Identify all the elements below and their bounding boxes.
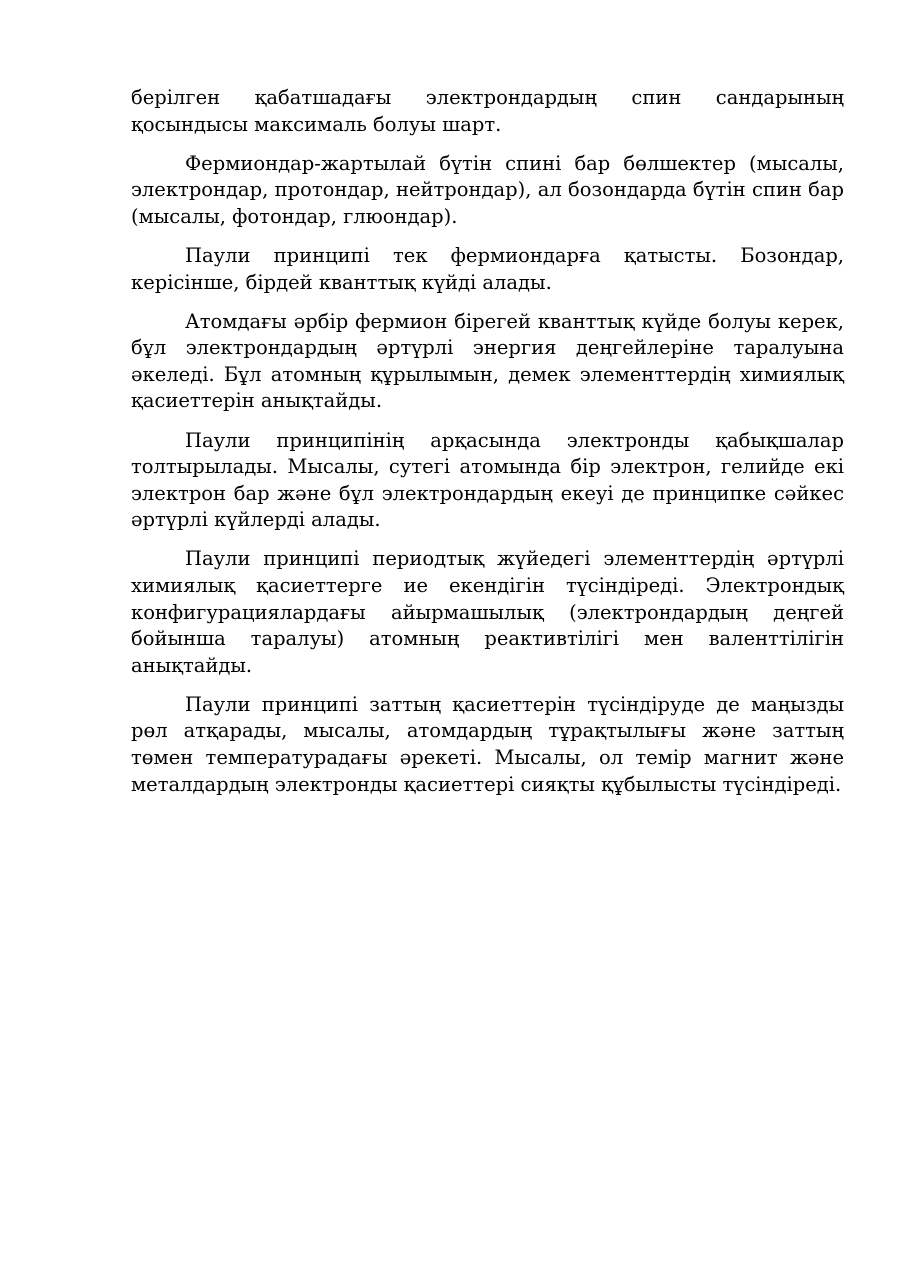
paragraph-electron-shells: Паули принципінің арқасында электронды қабықшалар толтырылады. Мысалы, сутегі атомында бір электрон, гелийде екі электрон бар және бұл электрондардың екеуі де принципке сәйкес әртүрлі күйлерді алады. [131,428,844,532]
paragraph-quantum-state: Атомдағы әрбір фермион бірегей кванттық күйде болуы керек, бұл электрондардың әртүрлі энергия деңгейлеріне таралуына әкеледі. Бұл атомның құрылымын, демек элементтердің химиялық қасиеттерін анықтайды. [131,309,844,413]
paragraph-periodic-table: Паули принципі периодтық жүйедегі элементтердің әртүрлі химиялық қасиеттерге ие екендігін түсіндіреді. Электрондық конфигурациялардағы айырмашылық (электрондардың деңгей бойынша таралуы) атомның реактивтілігі мен валенттілігін анықтайды. [131,547,844,677]
paragraph-pauli-fermions: Паули принципі тек фермиондарға қатысты. Бозондар, керісінше, бірдей кванттық күйді алады. [131,243,844,294]
document-body [131,85,844,811]
paragraph-fermions-bosons: Фермиондар-жартылай бүтін спині бар бөлшектер (мысалы, электрондар, протондар, нейтрондар), ал бозондарда бүтін спин бар (мысалы, фотондар, глюондар). [131,151,844,228]
paragraph-matter-properties: Паули принципі заттың қасиеттерін түсіндіруде де маңызды рөл атқарады, мысалы, атомдардың тұрақтылығы және заттың төмен температурадағы әрекеті. Мысалы, ол темір магнит және металдардың электронды қасиеттері сияқты құбылысты түсіндіреді. [131,692,844,796]
paragraph-continuation: берілген қабатшадағы электрондардың спин сандарының қосындысы максималь болуы шарт. [131,86,844,136]
